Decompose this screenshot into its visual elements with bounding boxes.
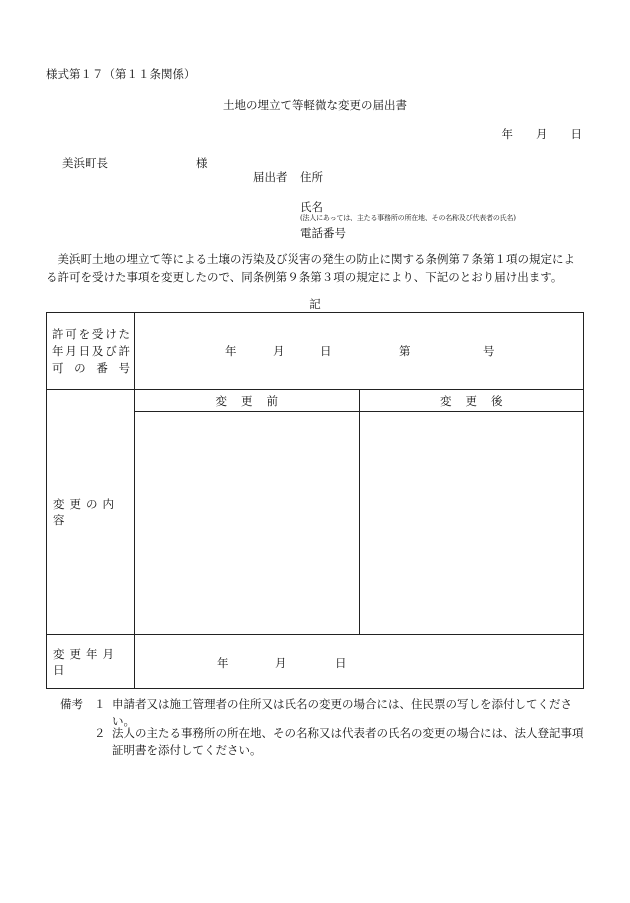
- change-content-label: 変更の内容: [53, 497, 119, 527]
- change-date-row: [47, 635, 584, 689]
- change-year-label: 年: [217, 656, 229, 670]
- change-date-label: 変更年月日: [53, 646, 119, 677]
- permit-go-label: 号: [483, 344, 495, 358]
- addressee: 美浜町長: [62, 156, 108, 170]
- remark-number: １: [94, 697, 106, 711]
- before-content-cell[interactable]: [135, 412, 360, 635]
- change-date-label-cell: [47, 635, 135, 689]
- corporation-note: (法人にあっては、主たる事務所の所在地、その名称及び代表者の氏名): [300, 214, 516, 222]
- form-number: 様式第１７（第１１条関係）: [46, 67, 196, 81]
- change-day-label: 日: [335, 656, 347, 670]
- permit-dai-label: 第: [399, 344, 411, 358]
- change-date-value-cell[interactable]: [135, 635, 584, 689]
- document-title: 土地の埋立て等軽微な変更の届出書: [223, 98, 407, 112]
- after-header: 変更後: [359, 390, 584, 412]
- name-label: 氏名: [300, 200, 323, 214]
- permit-value-cell[interactable]: [135, 313, 584, 390]
- remark-item: [94, 725, 590, 759]
- remark-number: ２: [94, 726, 106, 740]
- address-label: 住所: [300, 170, 323, 184]
- permit-row: [47, 313, 584, 390]
- notifier-label: 届出者: [253, 170, 288, 184]
- ki-heading: 記: [309, 297, 321, 311]
- change-month-label: 月: [275, 656, 287, 670]
- addressee-honorific: 様: [196, 156, 208, 170]
- remark-text: 法人の主たる事務所の所在地、その名称又は代表者の氏名の変更の場合には、法人登記事項証明書を添付してください。: [112, 726, 584, 757]
- before-header: 変更前: [135, 390, 360, 412]
- phone-label: 電話番号: [300, 226, 346, 240]
- permit-label: 許可を受けた年月日及び許可の番号: [52, 326, 130, 375]
- change-form-table: [46, 312, 584, 689]
- permit-month-label: 月: [273, 344, 285, 358]
- change-content-label-cell: [47, 390, 135, 635]
- permit-day-label: 日: [320, 344, 332, 358]
- remark-text: 申請者又は施工管理者の住所又は氏名の変更の場合には、住民票の写しを添付してください。: [112, 697, 572, 728]
- body-text: 美浜町土地の埋立て等による土壌の汚染及び災害の発生の防止に関する条例第７条第１項の規定による許可を受けた事項を変更したので、同条例第９条第３項の規定により、下記のとおり届け出ます。: [46, 252, 575, 284]
- after-content-cell[interactable]: [359, 412, 584, 635]
- change-header-row: [47, 390, 584, 412]
- remarks-label: 備考: [60, 697, 83, 711]
- submission-date-line: 年 月 日: [501, 127, 582, 141]
- permit-label-cell: [47, 313, 135, 390]
- permit-year-label: 年: [225, 344, 237, 358]
